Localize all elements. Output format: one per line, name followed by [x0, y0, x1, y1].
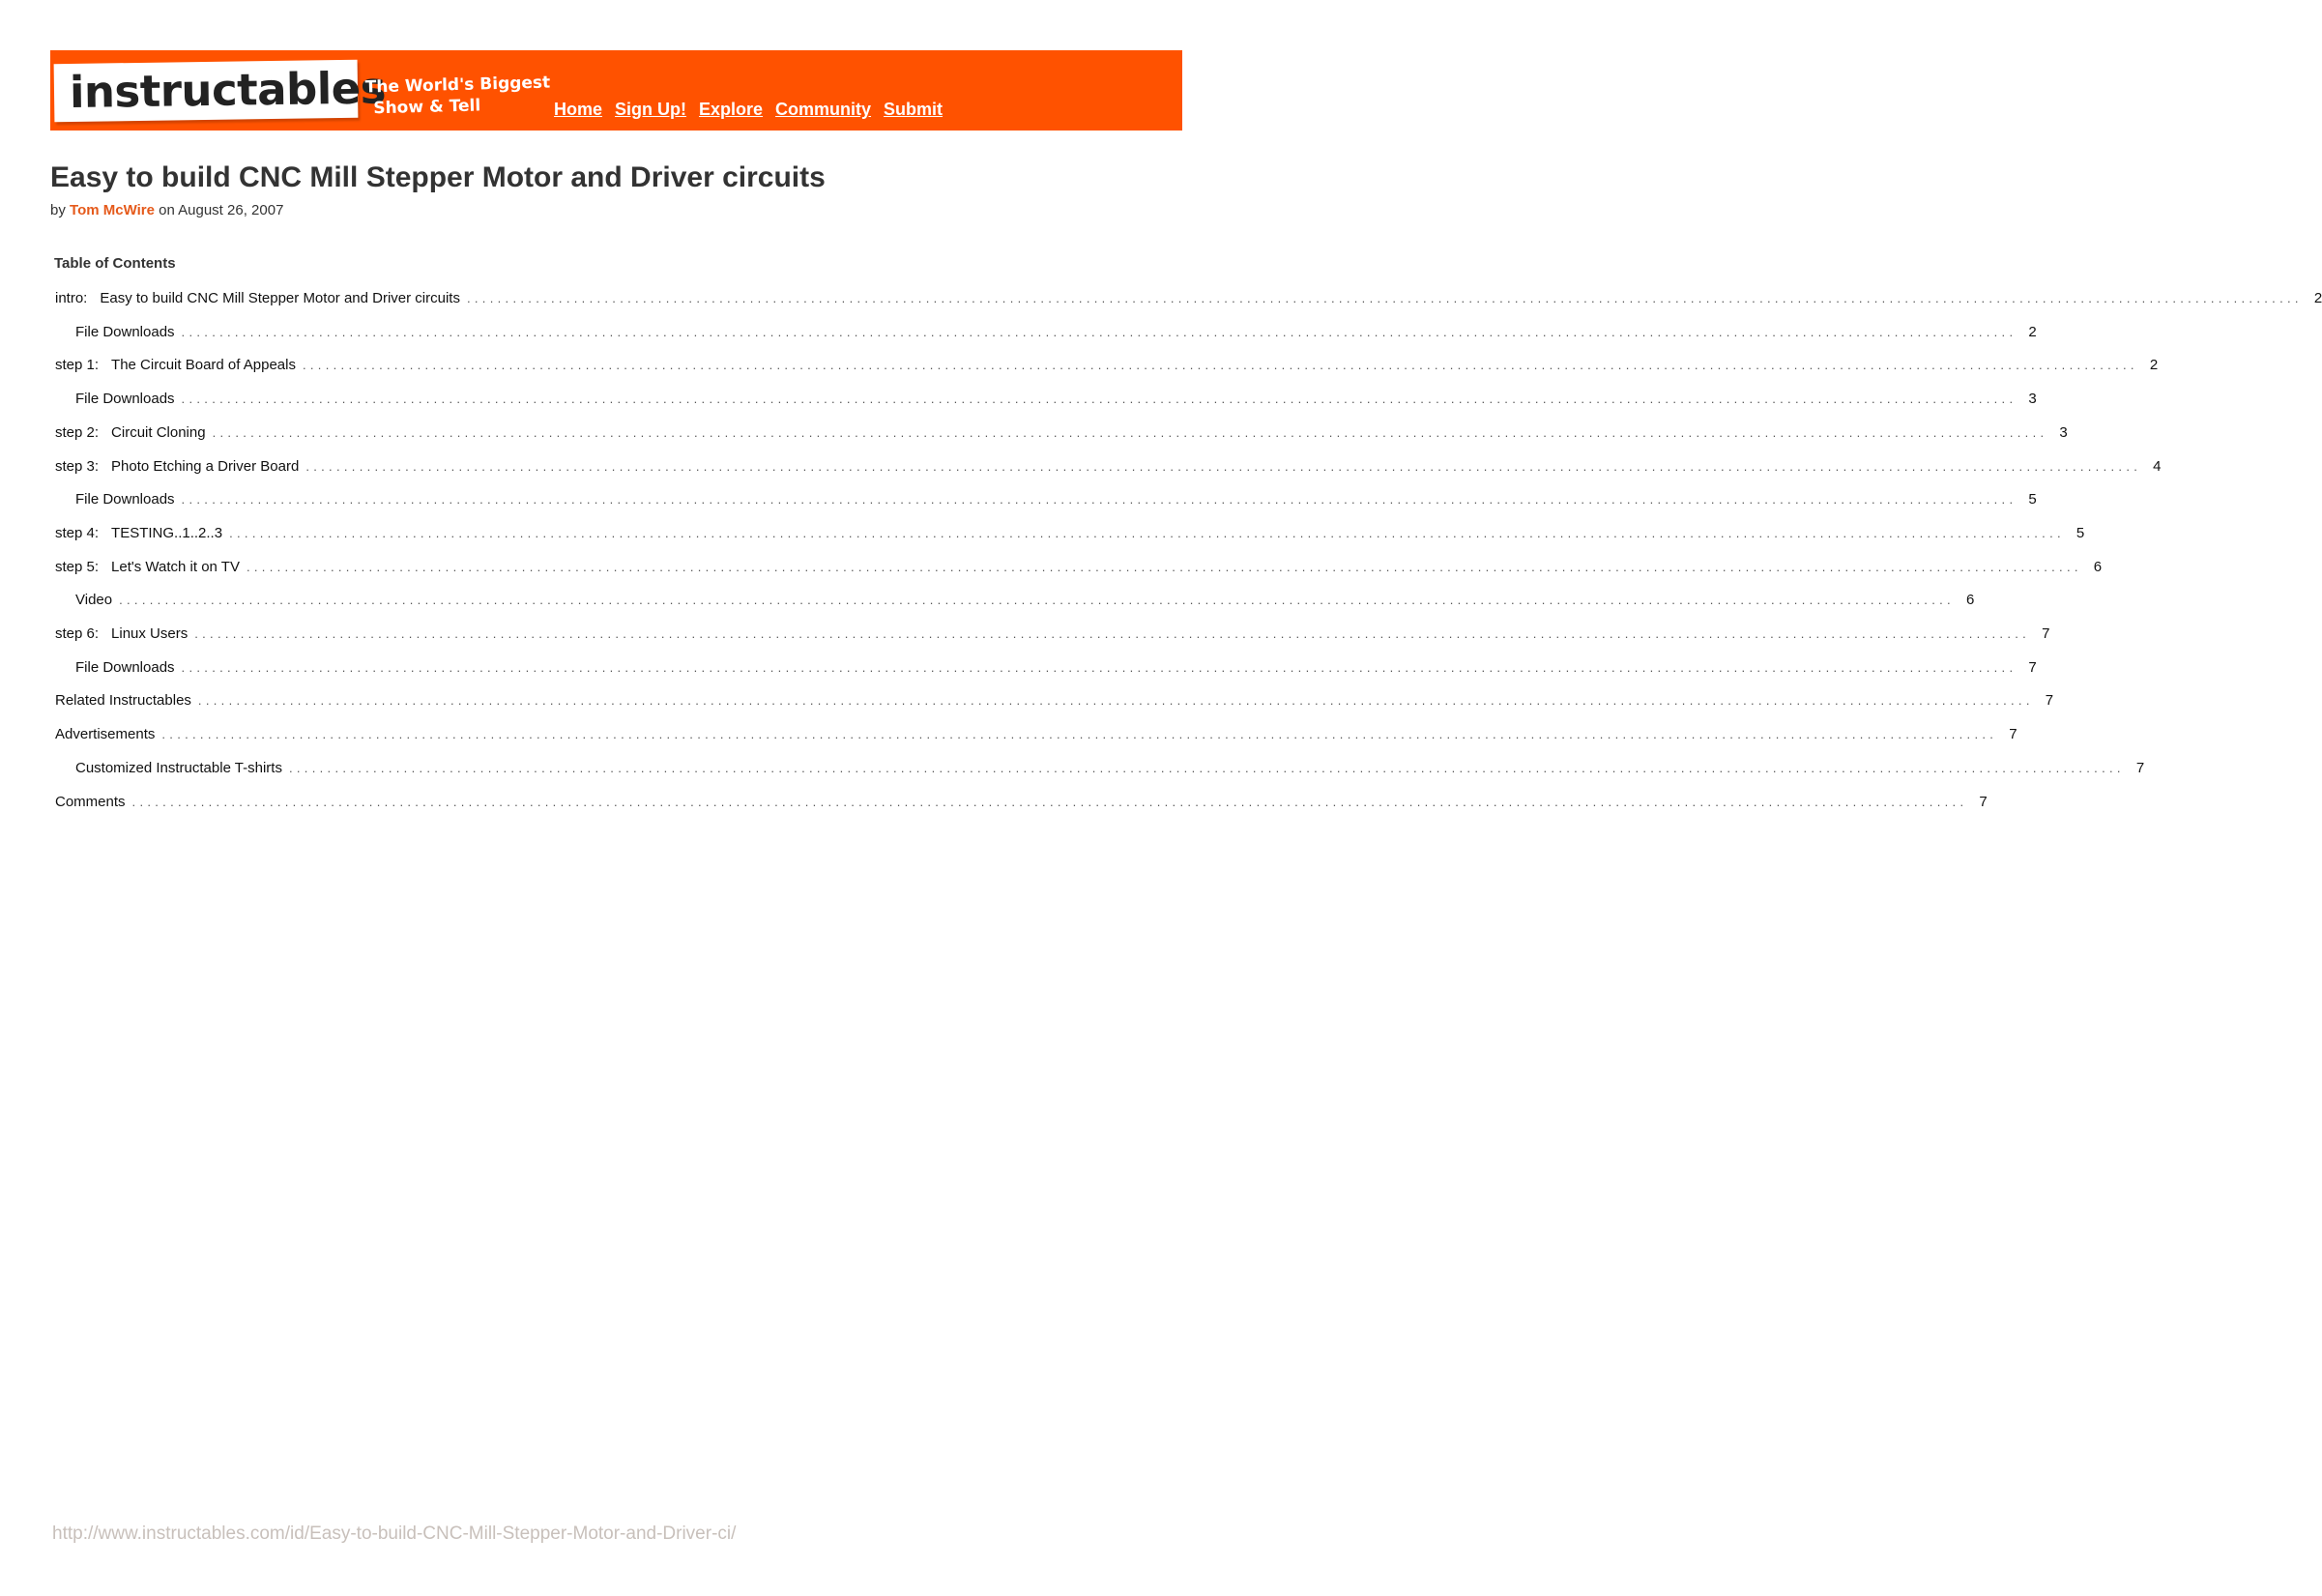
toc-dot-leader: ................................................................................................................................................................................................................................................ [212, 424, 2048, 440]
toc-entry[interactable] [75, 592, 1975, 611]
toc-entry[interactable] [55, 726, 2017, 745]
toc-dot-leader: ................................................................................................................................................................................................................................................ [305, 458, 2142, 474]
toc-entry-page-number: 2 [2028, 323, 2037, 340]
toc-dot-leader: ................................................................................................................................................................................................................................................ [466, 291, 2303, 305]
author-link[interactable]: Tom McWire [70, 202, 155, 218]
toc-dot-leader: ................................................................................................................................................................................................................................................ [181, 492, 2017, 508]
toc-entry-label: File Downloads [75, 658, 175, 676]
toc-entry-prefix: step 1: [55, 357, 100, 374]
site-header [50, 50, 1182, 131]
toc-entry[interactable] [75, 391, 2037, 410]
toc-entry[interactable] [55, 692, 2054, 711]
byline-prefix: by [50, 202, 66, 218]
publish-date: on August 26, 2007 [159, 202, 284, 218]
toc-dot-leader: ................................................................................................................................................................................................................................................ [161, 727, 1998, 742]
toc-dot-leader: ................................................................................................................................................................................................................................................ [288, 760, 2125, 775]
tagline-line-1: The World's Biggest [364, 73, 551, 98]
toc-dot-leader: ................................................................................................................................................................................................................................................ [246, 559, 2082, 574]
toc-dot-leader: ................................................................................................................................................................................................................................................ [131, 794, 1968, 809]
toc-entry-page-number: 3 [2059, 423, 2068, 441]
nav-link-submit[interactable]: Submit [884, 100, 943, 119]
toc-entry-page-number: 6 [1965, 592, 1975, 609]
toc-entry[interactable] [55, 524, 2085, 544]
toc-entry-page-number: 3 [2028, 391, 2037, 408]
toc-dot-leader: ................................................................................................................................................................................................................................................ [229, 525, 2065, 540]
nav-link-explore[interactable]: Explore [699, 100, 764, 119]
toc-entry-page-number: 7 [2042, 625, 2050, 642]
toc-dot-leader: ................................................................................................................................................................................................................................................ [119, 593, 1955, 608]
toc-dot-leader: ................................................................................................................................................................................................................................................ [197, 693, 2034, 709]
toc-entry-page-number: 7 [2135, 759, 2145, 776]
toc-entry-page-number: 5 [2075, 524, 2085, 541]
toc-entry-label: Let's Watch it on TV [111, 558, 240, 575]
toc-entry-prefix: step 5: [55, 558, 100, 575]
toc-entry-label: Advertisements [55, 726, 156, 743]
toc-dot-leader: ................................................................................................................................................................................................................................................ [302, 358, 2138, 373]
site-logo[interactable] [54, 60, 387, 122]
toc-dot-leader: ................................................................................................................................................................................................................................................ [181, 659, 2017, 675]
toc-entry-label: Comments [55, 793, 126, 810]
toc-entry-page-number: 2 [2149, 357, 2159, 374]
toc-entry[interactable] [75, 658, 2037, 679]
toc-entry[interactable] [55, 423, 2068, 444]
main-nav [554, 100, 943, 120]
toc-entry-prefix: step 3: [55, 457, 100, 475]
logo-wordmark: instructables [69, 62, 387, 118]
nav-link-sign-up[interactable]: Sign Up! [615, 100, 687, 119]
toc-entry-label: File Downloads [75, 491, 175, 508]
nav-link-community[interactable]: Community [775, 100, 872, 119]
toc-entry[interactable] [75, 323, 2037, 343]
toc-entry-label: Video [75, 592, 113, 609]
nav-link-home[interactable]: Home [554, 100, 603, 119]
toc-entry[interactable] [75, 759, 2145, 779]
toc-entry-label: Related Instructables [55, 692, 191, 710]
footer-url[interactable]: http://www.instructables.com/id/Easy-to-build-CNC-Mill-Stepper-Motor-and-Driver-ci/ [52, 1523, 737, 1544]
toc-entry[interactable] [55, 357, 2159, 376]
toc-entry-prefix: step 2: [55, 423, 100, 441]
toc-entry-page-number: 7 [2009, 726, 2017, 743]
toc-entry-label: Linux Users [111, 625, 189, 642]
toc-dot-leader: ................................................................................................................................................................................................................................................ [181, 324, 2017, 339]
toc-entry[interactable] [55, 793, 1988, 813]
toc-entry-label: Photo Etching a Driver Board [111, 457, 300, 475]
toc-entry-label: File Downloads [75, 323, 175, 340]
toc-entry-page-number: 7 [1979, 793, 1988, 810]
toc-entry-label: File Downloads [75, 391, 175, 408]
toc-entry-label: Easy to build CNC Mill Stepper Motor and Driver circuits [100, 290, 460, 306]
toc-entry[interactable] [55, 290, 2322, 309]
toc-entry[interactable] [75, 491, 2037, 510]
tagline-line-2: Show & Tell [373, 96, 481, 119]
toc-entry[interactable] [55, 558, 2103, 578]
toc-entry-page-number: 2 [2313, 290, 2322, 306]
site-tagline [364, 73, 551, 120]
toc-heading: Table of Contents [54, 255, 176, 272]
toc-dot-leader: ................................................................................................................................................................................................................................................ [194, 626, 2031, 641]
toc-entry-label: Customized Instructable T-shirts [75, 759, 282, 776]
toc-entry-page-number: 4 [2153, 457, 2162, 475]
toc-entry-page-number: 7 [2028, 658, 2037, 676]
toc-entry-prefix: step 6: [55, 625, 100, 642]
toc-entry[interactable] [55, 457, 2162, 478]
toc-entry-page-number: 5 [2028, 491, 2037, 508]
toc-entry-label: The Circuit Board of Appeals [111, 357, 296, 374]
toc-entry-label: TESTING..1..2..3 [111, 524, 223, 541]
toc-entry-prefix: intro: [55, 290, 88, 306]
toc-entry-prefix: step 4: [55, 524, 100, 541]
byline [50, 202, 283, 218]
page-title: Easy to build CNC Mill Stepper Motor and Driver circuits [50, 161, 826, 193]
toc-entry-label: Circuit Cloning [111, 423, 206, 441]
toc-dot-leader: ................................................................................................................................................................................................................................................ [181, 392, 2017, 407]
toc-entry[interactable] [55, 625, 2050, 645]
toc-entry-page-number: 7 [2045, 692, 2054, 710]
toc-entry-page-number: 6 [2093, 558, 2103, 575]
